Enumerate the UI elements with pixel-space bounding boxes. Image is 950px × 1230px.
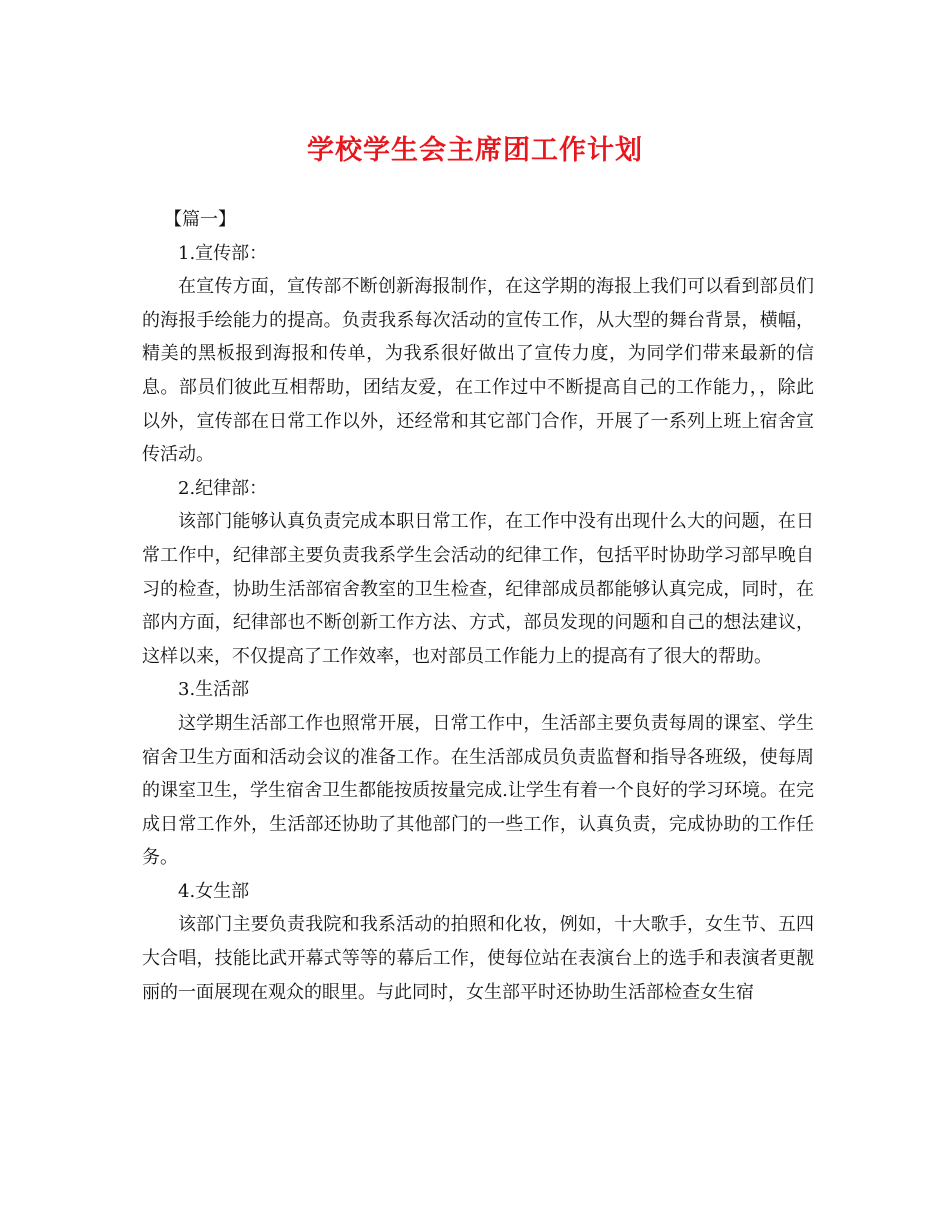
section-body-discipline: 该部门能够认真负责完成本职日常工作，在工作中没有出现什么大的问题，在日常工作中，纪律部主要负责我系学生会活动的纪律工作，包括平时协助学习部早晚自习的检查，协助生活部宿舍教室的卫生检查，纪律部成员都能够认真完成，同时，在部内方面，纪律部也不断创新工作方法、方式，部员发现的问题和自己的想法建议，这样以来，不仅提高了工作效率，也对部员工作能力上的提高有了很大的帮助。 (142, 511, 814, 667)
section-body-girls: 该部门主要负责我院和我系活动的拍照和化妆，例如，十大歌手，女生节、五四大合唱，技能比武开幕式等等的幕后工作，使每位站在表演台上的选手和表演者更靓丽的一面展现在观众的眼里。与此同时，女生部平时还协助生活部检查女生宿 (142, 914, 814, 1003)
document-body (142, 203, 814, 1009)
section-heading-life: 3.生活部 (178, 679, 250, 701)
section-heading-publicity: 1.宣传部： (178, 242, 268, 264)
section-body-publicity: 在宣传方面，宣传部不断创新海报制作，在这学期的海报上我们可以看到部员们的海报手绘能力的提高。负责我系每次活动的宣传工作，从大型的舞台背景，横幅，精美的黑板报到海报和传单，为我系很好做出了宣传力度，为同学们带来最新的信息。部员们彼此互相帮助，团结友爱，在工作过中不断提高自己的工作能力，，除此以外，宣传部在日常工作以外，还经常和其它部门合作，开展了一系列上班上宿舍宣传活动。 (142, 276, 814, 466)
section-heading-discipline: 2.纪律部： (178, 477, 268, 499)
section-body-life: 这学期生活部工作也照常开展，日常工作中，生活部主要负责每周的课室、学生宿舍卫生方面和活动会议的准备工作。在生活部成员负责监督和指导各班级，使每周的课室卫生，学生宿舍卫生都能按质按量完成.让学生有着一个良好的学习环境。在完成日常工作外，生活部还协助了其他部门的一些工作，认真负责，完成协助的工作任务。 (142, 712, 814, 869)
section-heading-girls: 4.女生部 (178, 880, 250, 902)
section-tag: 【篇一】 (164, 209, 236, 230)
document-title: 学校学生会主席团工作计划 (307, 135, 643, 166)
